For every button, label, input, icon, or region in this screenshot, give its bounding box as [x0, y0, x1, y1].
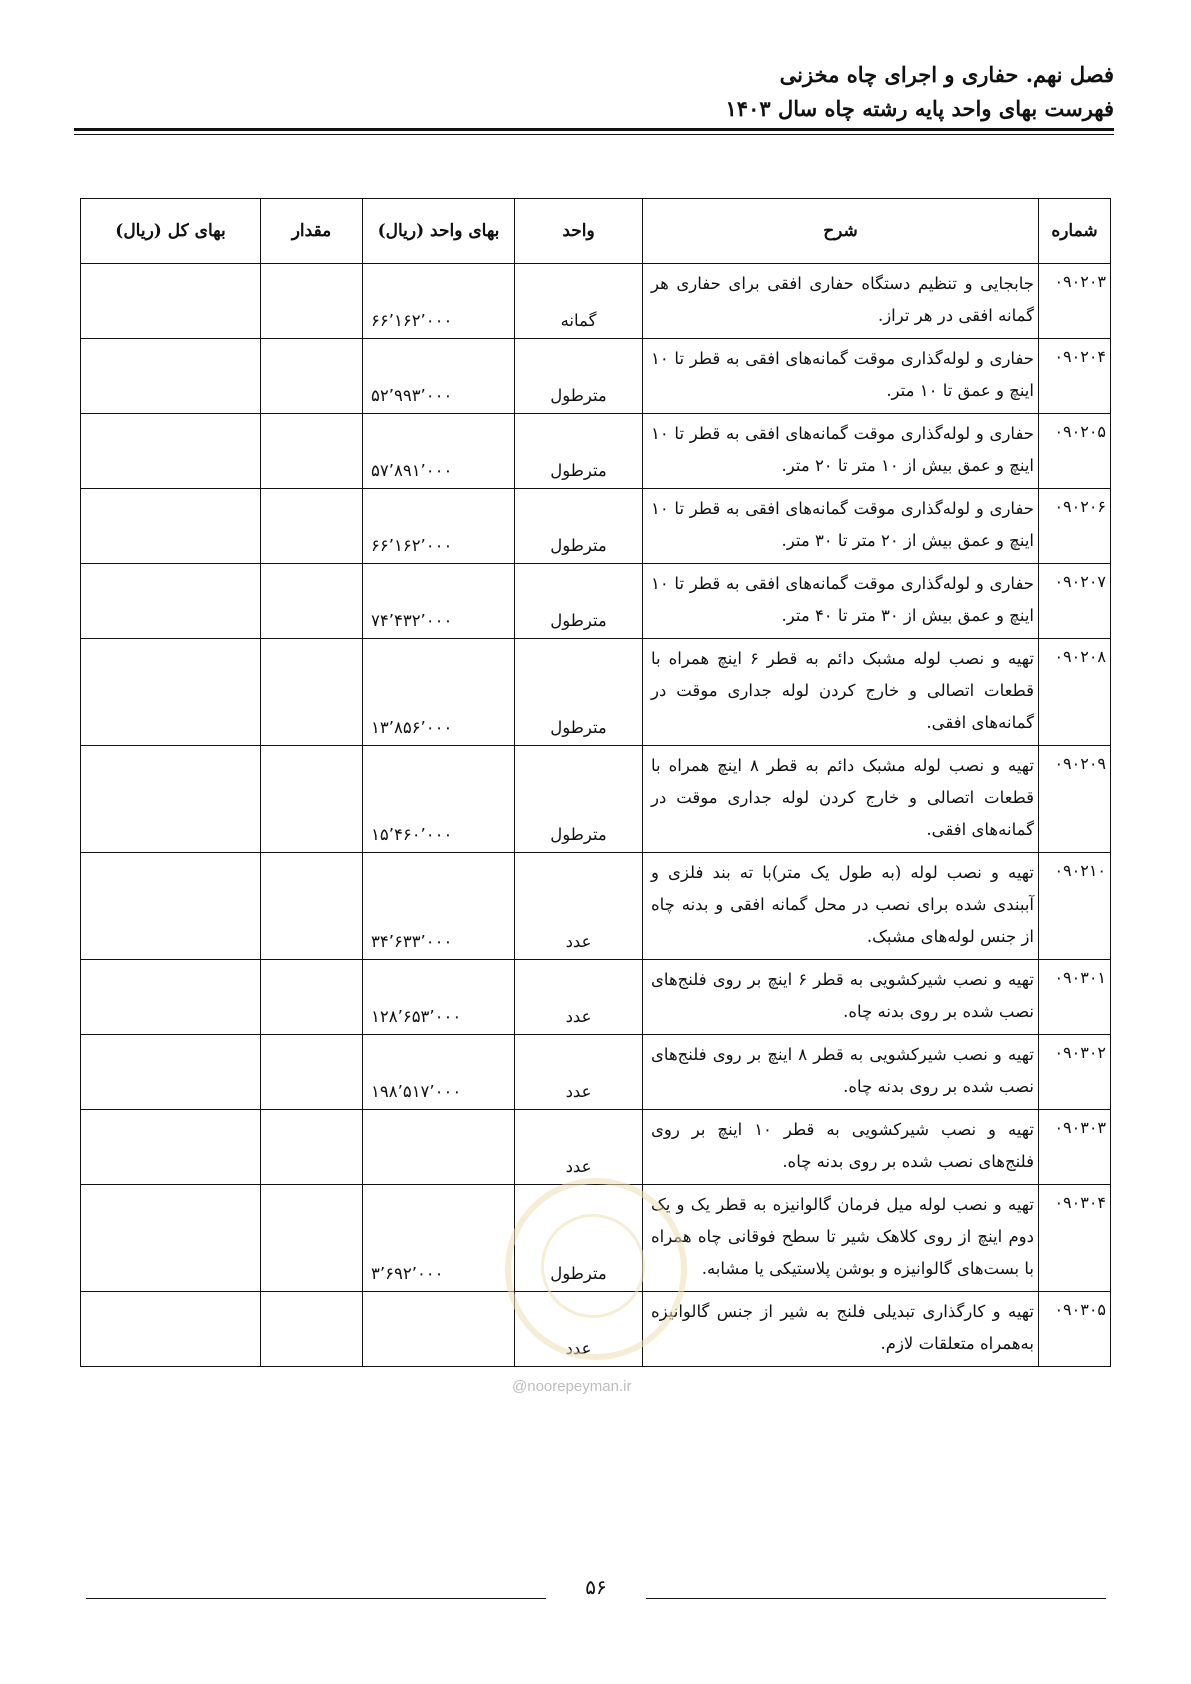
col-header-number: شماره: [1039, 199, 1111, 264]
item-number: ۰۹۰۲۰۵: [1039, 414, 1111, 489]
item-number: ۰۹۰۳۰۲: [1039, 1035, 1111, 1110]
item-total-price[interactable]: [81, 746, 261, 853]
item-quantity[interactable]: [261, 853, 363, 960]
item-quantity[interactable]: [261, 339, 363, 414]
item-description: جابجایی و تنظیم دستگاه حفاری افقی برای حفاری هر گمانه افقی در هر تراز.: [643, 264, 1039, 339]
col-header-unit-price: بهای واحد (ریال): [363, 199, 515, 264]
col-header-description: شرح: [643, 199, 1039, 264]
watermark-url: @noorepeyman.ir: [512, 1378, 632, 1395]
item-number: ۰۹۰۳۰۱: [1039, 960, 1111, 1035]
item-unit: مترطول: [515, 639, 643, 746]
item-unit-price: ۳۴٬۶۳۳٬۰۰۰: [363, 853, 515, 960]
table-row: [81, 853, 1111, 960]
item-quantity[interactable]: [261, 639, 363, 746]
watermark-seal: [505, 1178, 687, 1360]
item-total-price[interactable]: [81, 960, 261, 1035]
item-unit-price: ۱۹۸٬۵۱۷٬۰۰۰: [363, 1035, 515, 1110]
item-description: حفاری و لوله‌گذاری موقت گمانه‌های افقی به قطر تا ۱۰ اینچ و عمق بیش از ۲۰ متر تا ۳۰ متر.: [643, 489, 1039, 564]
item-total-price[interactable]: [81, 853, 261, 960]
item-total-price[interactable]: [81, 264, 261, 339]
item-unit: گمانه: [515, 264, 643, 339]
table-row: [81, 339, 1111, 414]
item-number: ۰۹۰۲۰۳: [1039, 264, 1111, 339]
item-quantity[interactable]: [261, 1185, 363, 1292]
item-description: تهیه و نصب لوله مشبک دائم به قطر ۶ اینچ همراه با قطعات اتصالی و خارج کردن لوله جداری موقت در گمانه‌های افقی.: [643, 639, 1039, 746]
item-description: حفاری و لوله‌گذاری موقت گمانه‌های افقی به قطر تا ۱۰ اینچ و عمق تا ۱۰ متر.: [643, 339, 1039, 414]
item-description: تهیه و نصب لوله مشبک دائم به قطر ۸ اینچ همراه با قطعات اتصالی و خارج کردن لوله جداری موقت در گمانه‌های افقی.: [643, 746, 1039, 853]
item-number: ۰۹۰۳۰۳: [1039, 1110, 1111, 1185]
item-unit-price: ۶۶٬۱۶۲٬۰۰۰: [363, 489, 515, 564]
item-unit: عدد: [515, 1292, 643, 1367]
item-number: ۰۹۰۲۱۰: [1039, 853, 1111, 960]
item-total-price[interactable]: [81, 339, 261, 414]
item-total-price[interactable]: [81, 1110, 261, 1185]
chapter-title: فصل نهم. حفاری و اجرای چاه مخزنی: [779, 62, 1114, 87]
item-number: ۰۹۰۳۰۴: [1039, 1185, 1111, 1292]
item-unit-price: ۱۳٬۸۵۶٬۰۰۰: [363, 639, 515, 746]
item-unit-price: [363, 1292, 515, 1367]
item-description: تهیه و نصب لوله میل فرمان گالوانیزه به قطر یک و یک دوم اینچ از روی کلاهک شیر تا سطح فوقانی چاه همراه با بست‌های گالوانیزه و بوشن پلاستیکی یا مشابه.: [643, 1185, 1039, 1292]
table-row: [81, 1035, 1111, 1110]
item-unit-price: ۳٬۶۹۲٬۰۰۰: [363, 1185, 515, 1292]
item-unit-price: ۱۵٬۴۶۰٬۰۰۰: [363, 746, 515, 853]
footer-rule-right: [646, 1598, 1106, 1599]
table-row: [81, 746, 1111, 853]
item-number: ۰۹۰۲۰۸: [1039, 639, 1111, 746]
item-quantity[interactable]: [261, 564, 363, 639]
item-total-price[interactable]: [81, 639, 261, 746]
item-unit-price: ۵۲٬۹۹۳٬۰۰۰: [363, 339, 515, 414]
item-description: حفاری و لوله‌گذاری موقت گمانه‌های افقی به قطر تا ۱۰ اینچ و عمق بیش از ۳۰ متر تا ۴۰ متر.: [643, 564, 1039, 639]
footer-rule-left: [86, 1598, 546, 1599]
table-row: [81, 960, 1111, 1035]
item-quantity[interactable]: [261, 489, 363, 564]
item-unit: مترطول: [515, 339, 643, 414]
item-unit-price: ۱۲۸٬۶۵۳٬۰۰۰: [363, 960, 515, 1035]
document-subtitle: فهرست بهای واحد پایه رشته چاه سال ۱۴۰۳: [725, 96, 1114, 121]
item-number: ۰۹۰۲۰۹: [1039, 746, 1111, 853]
item-unit-price: ۶۶٬۱۶۲٬۰۰۰: [363, 264, 515, 339]
table-row: [81, 489, 1111, 564]
item-quantity[interactable]: [261, 1292, 363, 1367]
item-description: تهیه و کارگذاری تبدیلی فلنج به شیر از جنس گالوانیزه به‌همراه متعلقات لازم.: [643, 1292, 1039, 1367]
table-row: [81, 264, 1111, 339]
item-unit: مترطول: [515, 1185, 643, 1292]
item-unit-price: ۵۷٬۸۹۱٬۰۰۰: [363, 414, 515, 489]
item-quantity[interactable]: [261, 1035, 363, 1110]
col-header-unit: واحد: [515, 199, 643, 264]
item-quantity[interactable]: [261, 414, 363, 489]
item-total-price[interactable]: [81, 1035, 261, 1110]
item-unit-price: ۷۴٬۴۳۲٬۰۰۰: [363, 564, 515, 639]
header-rule-thin: [74, 134, 1114, 135]
table-row: [81, 639, 1111, 746]
item-unit: عدد: [515, 960, 643, 1035]
item-unit: عدد: [515, 1110, 643, 1185]
item-unit-price: [363, 1110, 515, 1185]
item-unit: مترطول: [515, 564, 643, 639]
item-description: تهیه و نصب شیرکشویی به قطر ۶ اینچ بر روی فلنج‌های نصب شده بر روی بدنه چاه.: [643, 960, 1039, 1035]
page-header: [74, 58, 1114, 126]
table-header-row: [81, 199, 1111, 264]
item-unit: عدد: [515, 853, 643, 960]
item-total-price[interactable]: [81, 1185, 261, 1292]
item-unit: مترطول: [515, 414, 643, 489]
item-number: ۰۹۰۲۰۷: [1039, 564, 1111, 639]
item-description: تهیه و نصب شیرکشویی به قطر ۸ اینچ بر روی فلنج‌های نصب شده بر روی بدنه چاه.: [643, 1035, 1039, 1110]
item-total-price[interactable]: [81, 1292, 261, 1367]
item-total-price[interactable]: [81, 489, 261, 564]
item-total-price[interactable]: [81, 414, 261, 489]
item-quantity[interactable]: [261, 1110, 363, 1185]
item-number: ۰۹۰۲۰۶: [1039, 489, 1111, 564]
item-description: حفاری و لوله‌گذاری موقت گمانه‌های افقی به قطر تا ۱۰ اینچ و عمق بیش از ۱۰ متر تا ۲۰ متر.: [643, 414, 1039, 489]
col-header-total-price: بهای کل (ریال): [81, 199, 261, 264]
item-unit: مترطول: [515, 746, 643, 853]
page-number: ۵۶: [585, 1575, 607, 1599]
item-description: تهیه و نصب شیرکشویی به قطر ۱۰ اینچ بر روی فلنج‌های نصب شده بر روی بدنه چاه.: [643, 1110, 1039, 1185]
table-row: [81, 564, 1111, 639]
item-unit: عدد: [515, 1035, 643, 1110]
item-quantity[interactable]: [261, 960, 363, 1035]
item-quantity[interactable]: [261, 264, 363, 339]
item-quantity[interactable]: [261, 746, 363, 853]
table-row: [81, 414, 1111, 489]
item-description: تهیه و نصب لوله (به طول یک متر)با ته بند فلزی و آببندی شده برای نصب در محل گمانه افقی و بدنه چاه از جنس لوله‌های مشبک.: [643, 853, 1039, 960]
item-unit: مترطول: [515, 489, 643, 564]
item-number: ۰۹۰۳۰۵: [1039, 1292, 1111, 1367]
header-rule-thick: [74, 128, 1114, 131]
watermark-seal-inner: [541, 1214, 645, 1318]
item-total-price[interactable]: [81, 564, 261, 639]
table-row: [81, 1110, 1111, 1185]
item-number: ۰۹۰۲۰۴: [1039, 339, 1111, 414]
col-header-quantity: مقدار: [261, 199, 363, 264]
